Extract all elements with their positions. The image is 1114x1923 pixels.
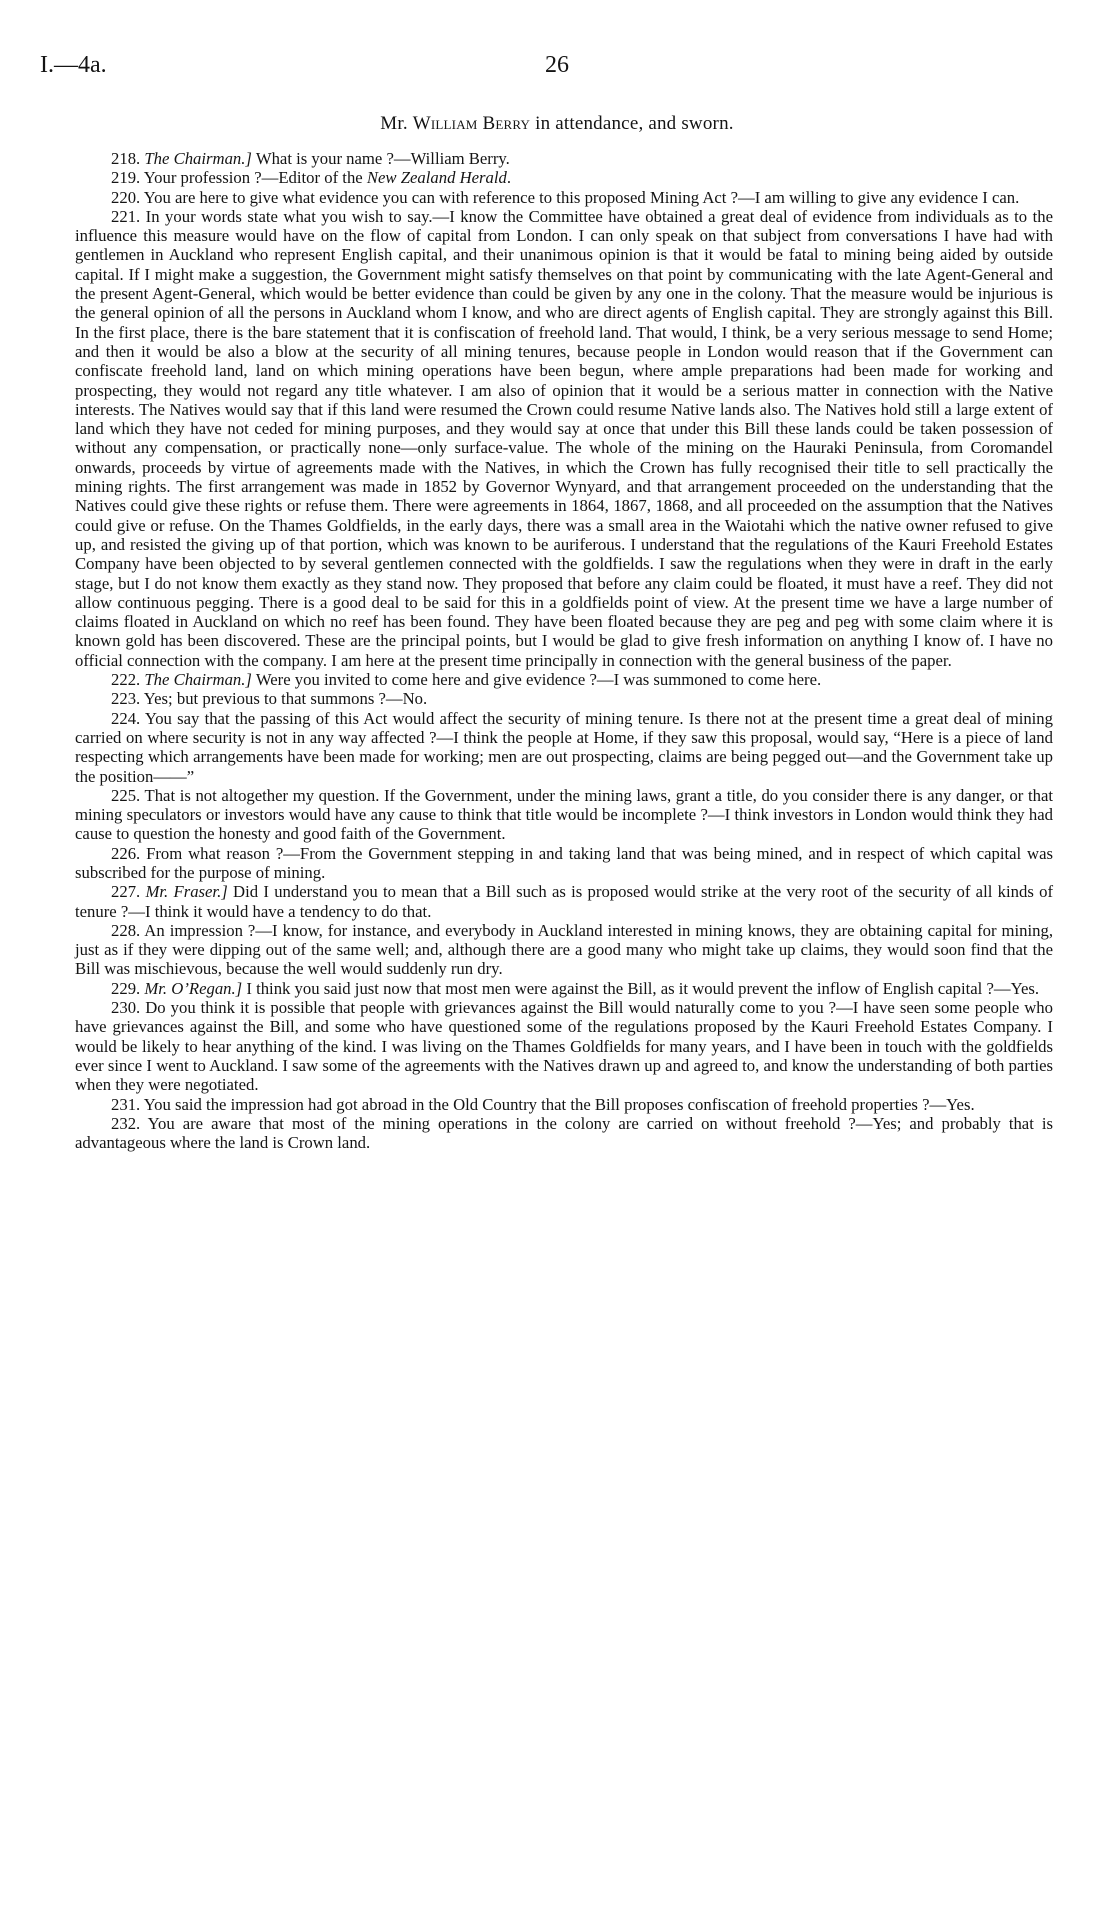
question-number: 230. <box>111 998 141 1018</box>
question-number: 231. <box>111 1094 141 1114</box>
question-number: 219. <box>111 168 141 188</box>
speaker: The Chairman.] <box>144 670 252 690</box>
speaker: Mr. Fraser.] <box>145 882 228 902</box>
question-number: 226. <box>111 843 141 863</box>
question-number: 218. <box>111 149 141 168</box>
heading-suffix: in attendance, and sworn. <box>535 113 734 134</box>
paragraph-text: What is your name ?—William Berry. <box>255 149 510 168</box>
speaker: The Chairman.] <box>144 149 252 168</box>
paragraph-text: I think you said just now that most men were against the Bill, as it would prevent the inflow of English capital ?—Yes. <box>246 978 1040 998</box>
newspaper-title: New Zealand Herald <box>366 168 507 188</box>
page-number: 26 <box>545 52 569 78</box>
paragraph-text: That is not altogether my question. If the Government, under the mining laws, grant a title, do you consider there is any danger, or that mining speculators or investors would have any cause to think that title would be incomplete ?—I think investors in London would think they had cause to question the honesty and good faith of the Government. <box>75 785 1053 844</box>
paragraph-232 <box>75 1114 1053 1153</box>
question-number: 225. <box>111 785 141 805</box>
paragraph-text: You say that the passing of this Act would affect the security of mining tenure. Is there not at the present time a great deal of mining carried on where security is not in any way affected ?—I think the people at Home, if they saw this proposal, would say, “Here is a piece of land respecting which arrangements have been made for working; men are out prospecting, claims are being pegged out—and the Government take up the position——” <box>75 708 1053 786</box>
question-number: 222. <box>111 670 141 690</box>
speaker: Mr. O’Regan.] <box>144 978 243 998</box>
question-number: 220. <box>111 187 141 207</box>
question-number: 223. <box>111 689 141 709</box>
page-header <box>40 52 1074 92</box>
paragraph-220 <box>75 188 1053 207</box>
paragraph-text-end: . <box>506 168 512 188</box>
paragraph-226 <box>75 844 1053 883</box>
paragraph-219 <box>75 168 1053 187</box>
paragraph-text: Yes; but previous to that summons ?—No. <box>143 689 428 709</box>
paragraph-text: You are here to give what evidence you can with reference to this proposed Mining Act ?—I am willing to give any evidence I can. <box>143 187 1020 207</box>
paragraph-227 <box>75 882 1053 921</box>
paragraph-223 <box>75 689 1053 708</box>
paragraph-text: Did I understand you to mean that a Bill such as is proposed would strike at the very root of the security of all kinds of tenure ?—I think it would have a tendency to do that. <box>75 882 1054 921</box>
paragraph-text: From what reason ?—From the Government stepping in and taking land that was being mined, and in respect of which capital was subscribed for the purpose of mining. <box>75 843 1053 882</box>
paragraph-text: An impression ?—I know, for instance, and everybody in Auckland interested in mining knows, they are obtaining capital for mining, just as if they were dipping out of the same well; and, although there are a good many who might take up claims, they would soon find that the Bill was mischievous, because the well would suddenly run dry. <box>75 920 1053 979</box>
paragraph-225 <box>75 786 1053 844</box>
question-number: 229. <box>111 978 141 998</box>
paragraph-text: Were you invited to come here and give evidence ?—I was summoned to come here. <box>255 670 822 690</box>
question-number: 224. <box>111 708 141 728</box>
paragraph-224 <box>75 709 1053 786</box>
question-number: 227. <box>111 882 141 902</box>
paragraph-text: Your profession ?—Editor of the <box>143 168 363 188</box>
question-number: 232. <box>111 1113 141 1133</box>
paragraph-230 <box>75 998 1053 1094</box>
paragraph-text: You are aware that most of the mining operations in the colony are carried on without freehold ?—Yes; and probably that is advantageous where the land is Crown land. <box>75 1113 1053 1153</box>
question-number: 221. <box>111 206 141 226</box>
paragraph-222 <box>75 670 1053 689</box>
document-reference: I.—4a. <box>40 52 107 78</box>
paragraph-text: Do you think it is possible that people with grievances against the Bill would naturally come to you ?—I have seen some people who have grievances against the Bill, and some who have questioned some of the regulations proposed by the Kauri Freehold Estates Company. I would be likely to hear anything of the kind. I was living on the Thames Goldfields for many years, and I have been in touch with the goldfields ever since I went to Auckland. I saw some of the agreements with the Natives drawn up and agreed to, and know the understanding of both parties when they were negotiated. <box>75 998 1053 1095</box>
paragraph-231 <box>75 1095 1053 1114</box>
paragraph-218 <box>75 149 1053 168</box>
paragraph-text: In your words state what you wish to say.—I know the Committee have obtained a great deal of evidence from individuals as to the influence this measure would have on the flow of capital from London. I can only speak on that subject from conversations I have had with gentlemen in Auckland who represent English capital, and their unanimous opinion is that it would be fatal to mining being aided by outside capital. If I might make a suggestion, the Government might satisfy themselves on that point by communicating with the late Agent-General and the present Agent-General, which would be better evidence than could be given by any one in the colony. That the measure would be injurious is the general opinion of all the persons in Auckland whom I know, and who are direct agents of English capital. They are strongly against this Bill. In the first place, there is the bare statement that it is confiscation of freehold land. That would, I think, be a very serious message to send Home; and then it would be also a blow at the security of all mining tenures, because people in London would reason that if the Government can confiscate freehold land, land on which mining operations have been begun, where ample preparations had been made for working and prospecting, they would not regard any title whatever. I am also of opinion that it would be a serious matter in connection with the Native interests. The Natives would say that if this land were resumed the Crown could resume Native lands also. The Natives hold still a large extent of land which they have not ceded for mining purposes, and they would say at once that under this Bill these lands could be taken possession of without any compensation, or practically none—only surface-value. The whole of the mining on the Hauraki Peninsula, from Coromandel onwards, proceeds by virtue of agreements made with the Natives, in which the Crown has fully recognised their title to sell practically the mining rights. The first arrangement was made in 1852 by Governor Wynyard, and that arrangement proceeded on the understanding that the Natives could give these rights or refuse them. There were agreements in 1864, 1867, 1868, and all proceeded on the assumption that the Natives could give or refuse. On the Thames Goldfields, in the early days, there was a small area in the Waiotahi which the native owner refused to give up, and resisted the giving up of that portion, which was known to be auriferous. I understand that the regulations of the Kauri Freehold Estates Company have been objected to by several gentlemen connected with the goldfields. I saw the regulations when they were in draft in the early stage, but I do not know them exactly as they stand now. They proposed that before any claim could be floated, it must have a reef. They did not allow continuous pegging. There is a good deal to be said for this in a goldfields point of view. At the present time we have a large number of claims floated in Auckland on which no reef has been found. They have been floated because they are peg and peg with some claim where it is known gold has been discovered. These are the principal points, but I would be glad to give fresh information on anything I know of. I have no official connection with the company. I am here at the present time principally in connection with the general business of the paper. <box>75 206 1053 670</box>
paragraph-text: You said the impression had got abroad in the Old Country that the Bill proposes confiscation of freehold properties ?—Yes. <box>143 1094 975 1114</box>
heading-prefix: Mr. <box>380 113 408 134</box>
paragraph-229 <box>75 979 1053 998</box>
paragraph-228 <box>75 921 1053 979</box>
witness-name: William Berry <box>412 113 531 134</box>
evidence-body <box>75 149 1053 1152</box>
witness-heading <box>0 113 1114 135</box>
paragraph-221 <box>75 207 1053 670</box>
question-number: 228. <box>111 920 141 940</box>
